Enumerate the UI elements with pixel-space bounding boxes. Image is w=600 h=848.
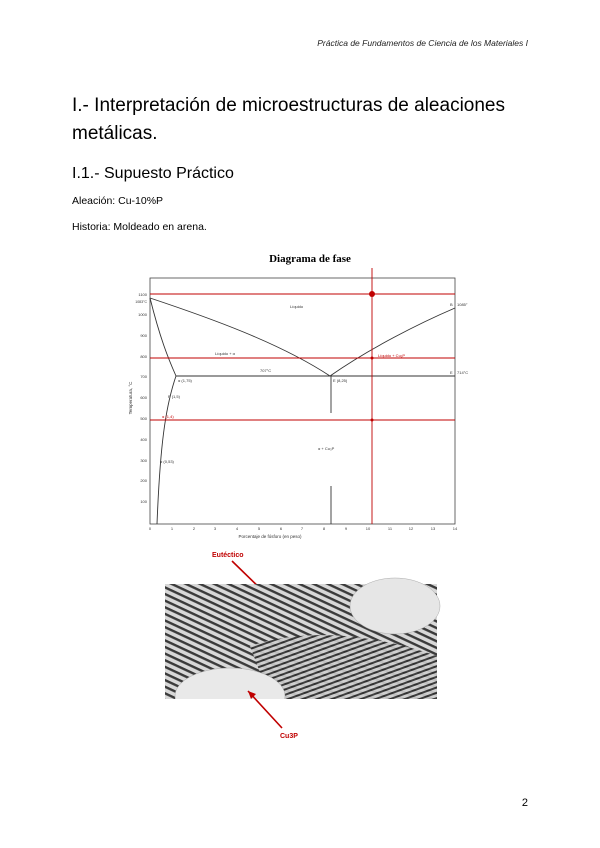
point-alpha-label-500: α (1,4) <box>162 414 174 419</box>
x-ticks <box>149 526 458 531</box>
point-alpha-300: α (0,53) <box>160 459 174 464</box>
region-labels <box>160 302 468 464</box>
y-tick: 600 <box>140 395 147 400</box>
x-tick: 2 <box>192 526 196 531</box>
region-liquid-cu3p: Líquido + Cu₃P <box>378 353 406 358</box>
red-point-top <box>369 291 375 297</box>
x-tick: 11 <box>387 526 393 531</box>
y-tick: 400 <box>140 437 147 442</box>
phase-boundaries <box>150 298 455 524</box>
x-axis-label: Porcentaje de fósforo (en peso) <box>238 534 302 539</box>
x-tick: 5 <box>257 526 261 531</box>
y-tick: 500 <box>140 416 147 421</box>
diagram-title: Diagrama de fase <box>269 253 351 265</box>
y-tick: 700 <box>140 374 147 379</box>
region-liquid-alpha: Líquido + α <box>215 351 235 356</box>
x-tick: 10 <box>365 526 371 531</box>
top-temp-label: 1083°C <box>135 300 147 304</box>
y-tick: 300 <box>140 458 147 463</box>
running-header: Práctica de Fundamentos de Ciencia de los Materiales I <box>317 38 528 48</box>
region-liquid: Líquido <box>290 304 304 309</box>
x-tick: 3 <box>213 526 217 531</box>
liquidus-right <box>330 308 455 376</box>
point-eutectic: E (8,25) <box>333 378 348 383</box>
micrograph-mask-bottom <box>165 699 437 746</box>
y-ticks <box>138 292 148 504</box>
red-point-800 <box>371 357 374 360</box>
y-tick: 100 <box>140 499 147 504</box>
x-tick: 13 <box>430 526 436 531</box>
liquidus-left <box>150 298 330 376</box>
page-number: 2 <box>521 797 528 809</box>
x-tick: 0 <box>148 526 152 531</box>
cu3p-grain-top-right <box>350 578 440 634</box>
phase-diagram <box>120 248 480 550</box>
plot-frame <box>150 278 455 524</box>
eutectic-temp-right: 714°C <box>457 370 469 375</box>
point-alpha-eut: α (1,75) <box>178 378 192 383</box>
x-tick: 14 <box>452 526 458 531</box>
point-alpha-500: P (1,5) <box>168 394 180 399</box>
y-tick: 200 <box>140 478 147 483</box>
y-tick: 1100 <box>138 292 147 297</box>
x-tick: 6 <box>279 526 283 531</box>
corner-b: B <box>450 302 453 307</box>
red-point-500 <box>371 419 374 422</box>
x-tick: 7 <box>300 526 304 531</box>
micrograph-figure <box>150 546 450 746</box>
x-tick: 9 <box>344 526 348 531</box>
eutectic-temp-mid: 707°C <box>260 368 272 373</box>
corner-e: E <box>450 370 453 375</box>
y-axis-label: Temperatura, °C <box>128 381 133 415</box>
section-title: I.- Interpretación de microestructuras de aleaciones metálicas. <box>72 95 505 144</box>
solidus <box>150 298 176 376</box>
micro-label-eutectic: Eutéctico <box>212 552 244 559</box>
x-tick: 1 <box>170 526 174 531</box>
y-tick: 900 <box>140 333 147 338</box>
region-alpha-cu3p: α + Cu₃P <box>318 446 335 451</box>
history-line: Historia: Moldeado en arena. <box>72 221 207 233</box>
y-tick: 800 <box>140 354 147 359</box>
y-tick: 1000 <box>138 312 147 317</box>
x-tick: 12 <box>408 526 414 531</box>
micro-label-cu3p: Cu3P <box>280 733 298 740</box>
alloy-line: Aleación: Cu-10%P <box>72 195 164 207</box>
x-tick: 8 <box>322 526 326 531</box>
right-temp: 1085° <box>457 302 468 307</box>
x-tick: 4 <box>235 526 239 531</box>
section-subtitle: I.1.- Supuesto Práctico <box>72 165 234 182</box>
